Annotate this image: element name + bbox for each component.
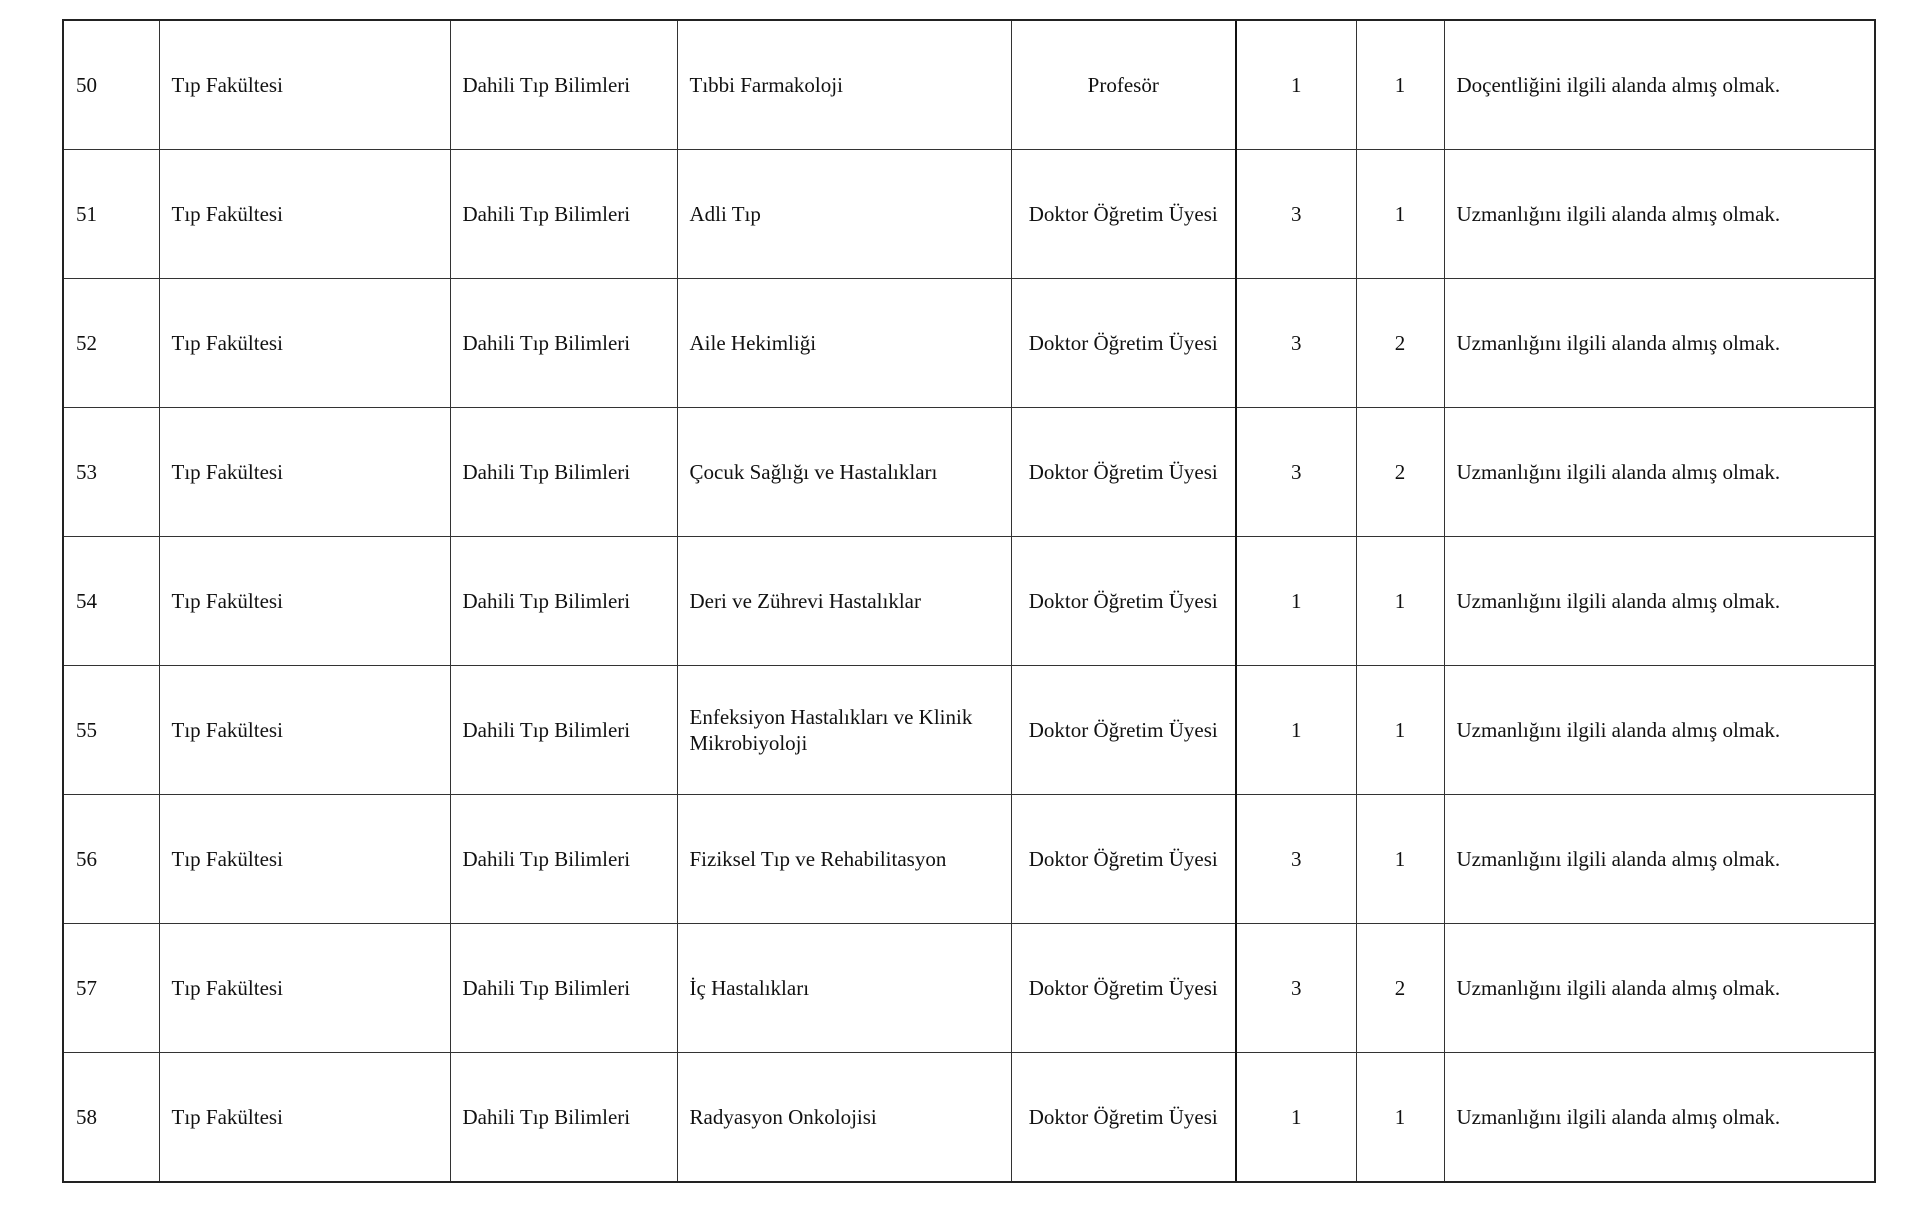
field-cell: Çocuk Sağlığı ve Hastalıkları: [677, 408, 1011, 537]
title-cell: Doktor Öğretim Üyesi: [1011, 666, 1236, 795]
faculty-cell: Tıp Fakültesi: [159, 537, 450, 666]
field-cell: Deri ve Zührevi Hastalıklar: [677, 537, 1011, 666]
field-cell: Enfeksiyon Hastalıkları ve Klinik Mikrobiyoloji: [677, 666, 1011, 795]
count-cell: 3: [1236, 408, 1356, 537]
level-cell: 2: [1356, 408, 1444, 537]
requirement-cell: Uzmanlığını ilgili alanda almış olmak.: [1444, 537, 1875, 666]
count-cell: 3: [1236, 795, 1356, 924]
row-number: 58: [63, 1053, 159, 1183]
faculty-cell: Tıp Fakültesi: [159, 20, 450, 150]
title-cell: Doktor Öğretim Üyesi: [1011, 1053, 1236, 1183]
title-cell: Doktor Öğretim Üyesi: [1011, 279, 1236, 408]
department-cell: Dahili Tıp Bilimleri: [450, 20, 677, 150]
department-cell: Dahili Tıp Bilimleri: [450, 279, 677, 408]
level-cell: 1: [1356, 537, 1444, 666]
department-cell: Dahili Tıp Bilimleri: [450, 1053, 677, 1183]
level-cell: 1: [1356, 1053, 1444, 1183]
table-row: [63, 150, 1875, 279]
table-row: [63, 666, 1875, 795]
requirement-cell: Uzmanlığını ilgili alanda almış olmak.: [1444, 666, 1875, 795]
requirement-cell: Uzmanlığını ilgili alanda almış olmak.: [1444, 1053, 1875, 1183]
level-cell: 1: [1356, 795, 1444, 924]
row-number: 54: [63, 537, 159, 666]
table-row: [63, 279, 1875, 408]
title-cell: Doktor Öğretim Üyesi: [1011, 537, 1236, 666]
department-cell: Dahili Tıp Bilimleri: [450, 666, 677, 795]
department-cell: Dahili Tıp Bilimleri: [450, 795, 677, 924]
table-row: [63, 795, 1875, 924]
table-row: [63, 408, 1875, 537]
row-number: 56: [63, 795, 159, 924]
requirement-cell: Uzmanlığını ilgili alanda almış olmak.: [1444, 150, 1875, 279]
level-cell: 2: [1356, 279, 1444, 408]
field-cell: Tıbbi Farmakoloji: [677, 20, 1011, 150]
department-cell: Dahili Tıp Bilimleri: [450, 408, 677, 537]
field-cell: Fiziksel Tıp ve Rehabilitasyon: [677, 795, 1011, 924]
level-cell: 1: [1356, 666, 1444, 795]
level-cell: 1: [1356, 150, 1444, 279]
requirement-cell: Uzmanlığını ilgili alanda almış olmak.: [1444, 279, 1875, 408]
title-cell: Profesör: [1011, 20, 1236, 150]
row-number: 57: [63, 924, 159, 1053]
count-cell: 3: [1236, 279, 1356, 408]
faculty-cell: Tıp Fakültesi: [159, 924, 450, 1053]
title-cell: Doktor Öğretim Üyesi: [1011, 408, 1236, 537]
table-row: [63, 20, 1875, 150]
row-number: 53: [63, 408, 159, 537]
count-cell: 3: [1236, 924, 1356, 1053]
table-row: [63, 924, 1875, 1053]
field-cell: İç Hastalıkları: [677, 924, 1011, 1053]
count-cell: 1: [1236, 666, 1356, 795]
requirement-cell: Uzmanlığını ilgili alanda almış olmak.: [1444, 408, 1875, 537]
faculty-cell: Tıp Fakültesi: [159, 150, 450, 279]
title-cell: Doktor Öğretim Üyesi: [1011, 924, 1236, 1053]
field-cell: Aile Hekimliği: [677, 279, 1011, 408]
level-cell: 1: [1356, 20, 1444, 150]
count-cell: 3: [1236, 150, 1356, 279]
requirement-cell: Uzmanlığını ilgili alanda almış olmak.: [1444, 795, 1875, 924]
row-number: 55: [63, 666, 159, 795]
table-row: [63, 537, 1875, 666]
requirement-cell: Doçentliğini ilgili alanda almış olmak.: [1444, 20, 1875, 150]
faculty-cell: Tıp Fakültesi: [159, 666, 450, 795]
count-cell: 1: [1236, 20, 1356, 150]
faculty-cell: Tıp Fakültesi: [159, 795, 450, 924]
table-body: [63, 20, 1875, 1182]
faculty-cell: Tıp Fakültesi: [159, 279, 450, 408]
requirement-cell: Uzmanlığını ilgili alanda almış olmak.: [1444, 924, 1875, 1053]
department-cell: Dahili Tıp Bilimleri: [450, 924, 677, 1053]
department-cell: Dahili Tıp Bilimleri: [450, 537, 677, 666]
row-number: 51: [63, 150, 159, 279]
field-cell: Radyasyon Onkolojisi: [677, 1053, 1011, 1183]
level-cell: 2: [1356, 924, 1444, 1053]
department-cell: Dahili Tıp Bilimleri: [450, 150, 677, 279]
count-cell: 1: [1236, 1053, 1356, 1183]
title-cell: Doktor Öğretim Üyesi: [1011, 150, 1236, 279]
faculty-cell: Tıp Fakültesi: [159, 1053, 450, 1183]
row-number: 52: [63, 279, 159, 408]
row-number: 50: [63, 20, 159, 150]
staff-table: [62, 19, 1876, 1183]
field-cell: Adli Tıp: [677, 150, 1011, 279]
title-cell: Doktor Öğretim Üyesi: [1011, 795, 1236, 924]
count-cell: 1: [1236, 537, 1356, 666]
faculty-cell: Tıp Fakültesi: [159, 408, 450, 537]
table-row: [63, 1053, 1875, 1183]
